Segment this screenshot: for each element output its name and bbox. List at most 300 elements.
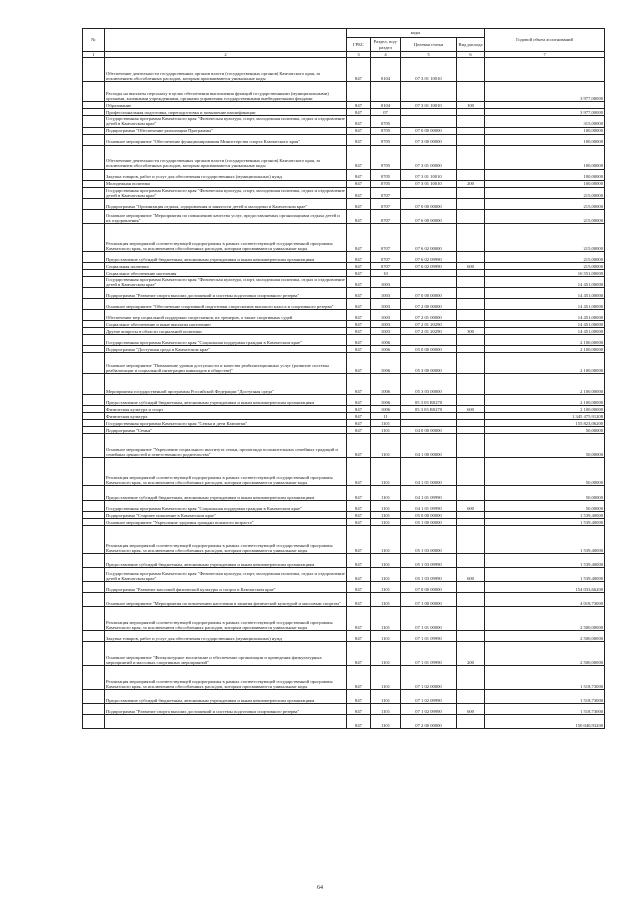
row-name-cell: Основное мероприятие "Укрепление здоровья граждан пожилого возраста": [105, 519, 347, 526]
section-code-cell: 0707: [371, 210, 401, 224]
row-number-cell: [83, 116, 105, 127]
section-code-cell: 1101: [371, 554, 401, 568]
section-code-cell: 0705: [371, 127, 401, 134]
column-number: 4: [371, 52, 401, 58]
amount-cell: 4 018,73000: [485, 593, 605, 607]
expense-type-cell: [457, 526, 485, 554]
table-row: [83, 666, 605, 690]
section-code-cell: 0705: [371, 145, 401, 169]
target-article-cell: 07 6 02 09990: [401, 252, 457, 263]
section-code-cell: 1003: [371, 310, 401, 321]
section-code-cell: 1003: [371, 299, 401, 310]
row-number-cell: [83, 270, 105, 277]
amount-cell: [485, 102, 605, 109]
amount-cell: 3 977,00000: [485, 109, 605, 116]
table-row: [83, 299, 605, 310]
row-number-cell: [83, 328, 105, 335]
target-article-cell: 07 2 01 20290: [401, 321, 457, 328]
row-name-cell: Подпрограмма "Доступная среда в Камчатском крае": [105, 346, 347, 353]
grbs-code-cell: 847: [347, 512, 371, 519]
row-name-cell: Подпрограмма "Старшее поколение в Камчатском крае": [105, 512, 347, 519]
table-row: [83, 642, 605, 666]
target-article-cell: [401, 187, 457, 198]
expense-type-cell: [457, 335, 485, 346]
target-article-cell: 07 2 00 00000: [401, 715, 457, 729]
expense-type-cell: [457, 109, 485, 116]
expense-type-cell: [457, 519, 485, 526]
section-code-cell: 1006: [371, 395, 401, 406]
expense-type-cell: [457, 458, 485, 486]
grbs-code-cell: 847: [347, 374, 371, 395]
target-article-cell: 07 0 00 00000: [401, 127, 457, 134]
expense-type-cell: [457, 288, 485, 299]
row-name-cell: Подпрограмма "Семья": [105, 427, 347, 434]
table-row: [83, 607, 605, 631]
row-name-cell: Государственная программа Камчатского края "Социальная поддержка граждан в Камчатском крае": [105, 501, 347, 512]
row-name-cell: Социальная политика: [105, 263, 347, 270]
grbs-code-cell: 847: [347, 210, 371, 224]
expense-type-cell: [457, 187, 485, 198]
grbs-code-cell: 847: [347, 631, 371, 642]
grbs-code-cell: 847: [347, 690, 371, 704]
row-number-cell: [83, 145, 105, 169]
grbs-code-cell: 847: [347, 270, 371, 277]
table-row: [83, 187, 605, 198]
amount-cell: 100,00000: [485, 180, 605, 187]
grbs-code-cell: 847: [347, 109, 371, 116]
table-row: [83, 526, 605, 554]
section-code-cell: 1006: [371, 406, 401, 413]
amount-cell: 2 100,00000: [485, 353, 605, 374]
row-name-cell: Основное мероприятие "Повышение уровня доступности и качества реабилитационных услуг (развитие системы реабилитации и социальной интеграции инвалидов в обществе)": [105, 353, 347, 374]
target-article-cell: 04 1 01 09990: [401, 486, 457, 501]
amount-cell: 50,00000: [485, 427, 605, 434]
row-number-cell: [83, 169, 105, 180]
amount-cell: 215,00000: [485, 252, 605, 263]
target-article-cell: [401, 420, 457, 427]
amount-cell: 100,00000: [485, 134, 605, 145]
row-name-cell: Государственная программа Камчатского края "Физическая культура, спорт, молодежная политика, отдых и оздоровление детей в Камчатском крае": [105, 568, 347, 582]
section-code-cell: 1003: [371, 277, 401, 288]
table-row: [83, 288, 605, 299]
row-name-cell: Образование: [105, 102, 347, 109]
target-article-cell: 07 3 01 10010: [401, 102, 457, 109]
expense-type-cell: [457, 420, 485, 427]
target-article-cell: 04 0 00 00000: [401, 427, 457, 434]
expense-type-cell: 600: [457, 406, 485, 413]
grbs-code-cell: 847: [347, 169, 371, 180]
table-row: [83, 335, 605, 346]
amount-cell: 2 100,00000: [485, 346, 605, 353]
table-row: [83, 169, 605, 180]
grbs-code-cell: 847: [347, 199, 371, 210]
table-row: [83, 690, 605, 704]
header-expense-type: Вид расхода: [457, 38, 485, 52]
row-number-cell: [83, 434, 105, 458]
row-name-cell: Физическая культура и спорт: [105, 406, 347, 413]
amount-cell: 14 451,00000: [485, 310, 605, 321]
expense-type-cell: [457, 690, 485, 704]
expense-type-cell: [457, 321, 485, 328]
table-row: [83, 127, 605, 134]
row-name-cell: Реализация мероприятий соответствующей подпрограммы в рамках соответствующей государственной программы Камчатского края, за исключением обособленных расходов, которым присваиваются уникальные коды: [105, 458, 347, 486]
row-number-cell: [83, 554, 105, 568]
section-code-cell: 1101: [371, 420, 401, 427]
grbs-code-cell: 847: [347, 180, 371, 187]
target-article-cell: 05 3 03 R0270: [401, 406, 457, 413]
section-code-cell: 0104: [371, 102, 401, 109]
expense-type-cell: [457, 169, 485, 180]
target-article-cell: 07 6 02 00000: [401, 224, 457, 252]
row-number-cell: [83, 187, 105, 198]
row-name-cell: Основное мероприятие "Укрепление социального института семьи, пропаганда положительных семейных традиций и семейных ценностей и ответственного родительства": [105, 434, 347, 458]
target-article-cell: [401, 270, 457, 277]
row-number-cell: [83, 321, 105, 328]
section-code-cell: 0705: [371, 169, 401, 180]
expense-type-cell: [457, 353, 485, 374]
amount-cell: 14 451,00000: [485, 321, 605, 328]
column-number: 7: [485, 52, 605, 58]
grbs-code-cell: 847: [347, 666, 371, 690]
target-article-cell: [401, 82, 457, 102]
expense-type-cell: 200: [457, 642, 485, 666]
amount-cell: 14 451,00000: [485, 277, 605, 288]
grbs-code-cell: 847: [347, 224, 371, 252]
target-article-cell: 05 0 00 00000: [401, 346, 457, 353]
table-row: [83, 310, 605, 321]
column-number: 3: [347, 52, 371, 58]
row-name-cell: Подпрограмма "Развитие спорта высших достижений и системы подготовки спортивного резерва": [105, 288, 347, 299]
amount-cell: 2 100,00000: [485, 406, 605, 413]
row-number-cell: [83, 210, 105, 224]
row-number-cell: [83, 82, 105, 102]
row-name-cell: Государственная программа Камчатского края "Социальная поддержка граждан в Камчатском крае": [105, 335, 347, 346]
table-row: [83, 458, 605, 486]
section-code-cell: 1101: [371, 486, 401, 501]
expense-type-cell: [457, 270, 485, 277]
table-row: [83, 145, 605, 169]
target-article-cell: 05 1 03 09990: [401, 554, 457, 568]
row-number-cell: [83, 180, 105, 187]
target-article-cell: 05 1 00 00000: [401, 519, 457, 526]
table-row: [83, 413, 605, 420]
target-article-cell: 07 1 00 00000: [401, 593, 457, 607]
section-code-cell: 1101: [371, 582, 401, 593]
row-name-cell: Государственная программа Камчатского края "Физическая культура, спорт, молодежная политика, отдых и оздоровление детей в Камчатском крае": [106, 116, 345, 127]
expense-type-cell: [457, 277, 485, 288]
row-number-cell: [83, 335, 105, 346]
row-number-cell: [83, 420, 105, 427]
table-row: [83, 593, 605, 607]
target-article-cell: 07 2 01 00000: [401, 310, 457, 321]
row-name-cell: Государственная программа Камчатского края "Физическая культура, спорт, молодежная политика, отдых и оздоровление детей в Камчатском крае": [106, 277, 345, 288]
amount-cell: 215,00000: [485, 224, 605, 252]
grbs-code-cell: 847: [347, 145, 371, 169]
section-code-cell: 1101: [371, 512, 401, 519]
section-code-cell: 0104: [371, 58, 401, 82]
grbs-code-cell: 847: [347, 252, 371, 263]
table-row: [83, 715, 605, 729]
section-code-cell: 1003: [371, 321, 401, 328]
target-article-cell: 07 1 01 09990: [401, 631, 457, 642]
amount-cell: 1 345 475,91208: [485, 413, 605, 420]
expense-type-cell: 600: [457, 263, 485, 270]
amount-cell: 14 451,00000: [485, 328, 605, 335]
amount-cell: 2 500,00000: [485, 607, 605, 631]
table-row: [83, 427, 605, 434]
section-code-cell: 07: [371, 109, 401, 116]
row-name-cell: Закупка товаров, работ и услуг для обеспечения государственных (муниципальных) нужд: [105, 169, 347, 180]
table-row: [83, 420, 605, 427]
row-name-cell: Предоставление субсидий бюджетным, автономным учреждениям и иным некоммерческим организациям: [105, 252, 347, 263]
target-article-cell: 07 2 01 20290: [401, 328, 457, 335]
table-row: [83, 263, 605, 270]
row-name-cell: Другие вопросы в области социальной политики: [105, 328, 347, 335]
expense-type-cell: [457, 427, 485, 434]
row-name-cell: Подпрограмма "Развитие спорта высших достижений и системы подготовки спортивного резерва": [105, 704, 347, 715]
amount-cell: 154 033,66200: [485, 582, 605, 593]
table-row: [83, 704, 605, 715]
row-name-cell: Подпрограмма "Организация отдыха, оздоровления и занятости детей и молодежи в Камчатском крае": [105, 199, 347, 210]
target-article-cell: 07 3 01 10010: [401, 180, 457, 187]
section-code-cell: 1101: [371, 631, 401, 642]
grbs-code-cell: 847: [347, 328, 371, 335]
column-number: 6: [457, 52, 485, 58]
section-code-cell: 1101: [371, 666, 401, 690]
amount-cell: 1 518,73000: [485, 690, 605, 704]
header-annual-volume: Годовой объем ассигнований: [485, 29, 605, 52]
target-article-cell: 07 1 02 00000: [401, 666, 457, 690]
row-number-cell: [83, 607, 105, 631]
grbs-code-cell: 847: [347, 554, 371, 568]
row-number-cell: [83, 102, 105, 109]
grbs-code-cell: 847: [347, 353, 371, 374]
amount-cell: 100,00000: [485, 127, 605, 134]
target-article-cell: [401, 413, 457, 420]
section-code-cell: 1006: [371, 335, 401, 346]
target-article-cell: 07 3 01 00000: [401, 145, 457, 169]
amount-cell: 1 539,40000: [485, 519, 605, 526]
row-number-cell: [83, 224, 105, 252]
expense-type-cell: 200: [457, 180, 485, 187]
header-number: №: [83, 29, 105, 52]
expense-type-cell: 300: [457, 328, 485, 335]
grbs-code-cell: 847: [347, 519, 371, 526]
row-name-cell: Физическая культура: [105, 413, 347, 420]
row-number-cell: [83, 252, 105, 263]
section-code-cell: 10: [371, 270, 401, 277]
table-row: [83, 582, 605, 593]
amount-cell: 315,00000: [485, 116, 605, 127]
section-code-cell: 1101: [371, 519, 401, 526]
target-article-cell: 07 6 02 09990: [401, 263, 457, 270]
target-article-cell: 07 3 01 10010: [401, 169, 457, 180]
table-row: [83, 486, 605, 501]
expense-type-cell: [457, 199, 485, 210]
target-article-cell: 05 3 00 00000: [401, 353, 457, 374]
row-name-cell: Подпрограмма "Обеспечение реализации Программы": [105, 127, 347, 134]
amount-cell: 215,00000: [485, 210, 605, 224]
table-row: [83, 252, 605, 263]
table-row: [83, 224, 605, 252]
amount-cell: 50,00000: [485, 501, 605, 512]
section-code-cell: 1101: [371, 526, 401, 554]
table-row: [83, 554, 605, 568]
table-row: [83, 116, 605, 127]
grbs-code-cell: 847: [347, 427, 371, 434]
row-number-cell: [83, 127, 105, 134]
section-code-cell: 0707: [371, 187, 401, 198]
table-row: [83, 568, 605, 582]
row-name-cell: Государственная программа Камчатского края "Физическая культура, спорт, молодежная политика, отдых и оздоровление детей в Камчатском крае": [106, 187, 345, 198]
section-code-cell: 0707: [371, 224, 401, 252]
target-article-cell: 05 3 03 R0270: [401, 395, 457, 406]
row-number-cell: [83, 593, 105, 607]
target-article-cell: 05 0 00 00000: [401, 512, 457, 519]
row-name-cell: Предоставление субсидий бюджетным, автономным учреждениям и иным некоммерческим организациям: [105, 554, 347, 568]
amount-cell: 215,00000: [485, 187, 605, 198]
amount-cell: 100,00000: [485, 169, 605, 180]
grbs-code-cell: 847: [347, 486, 371, 501]
grbs-code-cell: [347, 82, 371, 102]
section-code-cell: 1003: [371, 328, 401, 335]
table-body: [83, 58, 605, 729]
row-name-cell: Реализация мероприятий соответствующей подпрограммы в рамках соответствующей государственной программы Камчатского края, за исключением обособленных расходов, которым присваиваются уникальные коды: [105, 526, 347, 554]
table-row: [83, 58, 605, 82]
amount-cell: 1 518,73000: [485, 704, 605, 715]
expense-type-cell: [457, 486, 485, 501]
amount-cell: [485, 58, 605, 82]
amount-cell: 1 539,40000: [485, 554, 605, 568]
column-number: 1: [83, 52, 105, 58]
row-name-cell: Основное мероприятие "Обеспечение функционирования Министерства спорта Камчатского края": [105, 134, 347, 145]
section-code-cell: 1101: [371, 642, 401, 666]
budget-allocation-table: [82, 28, 605, 729]
header-codes-group: коды: [347, 29, 485, 38]
section-code-cell: 1006: [371, 346, 401, 353]
amount-cell: 2 100,00000: [485, 374, 605, 395]
amount-cell: 2 500,00000: [485, 642, 605, 666]
row-name-cell: Предоставление субсидий бюджетным, автономным учреждениям и иным некоммерческим организациям: [105, 395, 347, 406]
grbs-code-cell: 847: [347, 526, 371, 554]
row-number-cell: [83, 353, 105, 374]
row-number-cell: [83, 582, 105, 593]
grbs-code-cell: 847: [347, 346, 371, 353]
table-row: [83, 82, 605, 102]
row-number-cell: [83, 374, 105, 395]
row-name-cell: Основное мероприятие "Физкультурное воспитание и обеспечение организации и проведения физкультурных мероприятий и массовых спортивных мероприятий": [105, 642, 347, 666]
row-number-cell: [83, 346, 105, 353]
target-article-cell: [401, 109, 457, 116]
expense-type-cell: [457, 582, 485, 593]
row-number-cell: [83, 512, 105, 519]
section-code-cell: 1006: [371, 353, 401, 374]
section-code-cell: 1101: [371, 715, 401, 729]
grbs-code-cell: 847: [347, 288, 371, 299]
expense-type-cell: [457, 127, 485, 134]
expense-type-cell: [457, 252, 485, 263]
table-row: [83, 180, 605, 187]
row-number-cell: [83, 631, 105, 642]
section-code-cell: 1101: [371, 427, 401, 434]
row-number-cell: [83, 690, 105, 704]
amount-cell: 100,00000: [485, 145, 605, 169]
row-number-cell: [83, 134, 105, 145]
amount-cell: 155 823,06200: [485, 420, 605, 427]
amount-cell: 1 518,73000: [485, 666, 605, 690]
amount-cell: 150 040,93200: [485, 715, 605, 729]
expense-type-cell: [457, 58, 485, 82]
table-row: [83, 434, 605, 458]
section-code-cell: 1101: [371, 434, 401, 458]
table-row: [83, 277, 605, 288]
grbs-code-cell: 847: [347, 335, 371, 346]
row-name-cell: Профессиональная подготовка, переподготовка и повышение квалификации: [105, 109, 347, 116]
amount-cell: 2 100,00000: [485, 335, 605, 346]
target-article-cell: 07 1 01 09990: [401, 642, 457, 666]
grbs-code-cell: 847: [347, 187, 371, 198]
target-article-cell: 04 1 01 09990: [401, 501, 457, 512]
table-row: [83, 210, 605, 224]
section-code-cell: [371, 82, 401, 102]
row-number-cell: [83, 288, 105, 299]
row-name-cell: Социальное обеспечение населения: [105, 270, 347, 277]
section-code-cell: 1101: [371, 458, 401, 486]
target-article-cell: 05 3 03 00000: [401, 374, 457, 395]
row-name-cell: Мероприятия государственной программы Российской Федерации "Доступная среда": [105, 374, 347, 395]
expense-type-cell: [457, 134, 485, 145]
section-code-cell: 0707: [371, 252, 401, 263]
expense-type-cell: [457, 374, 485, 395]
expense-type-cell: [457, 116, 485, 127]
table-row: [83, 102, 605, 109]
expense-type-cell: [457, 82, 485, 102]
row-name-cell: Подпрограмма "Развитие массовой физической культуры и спорта в Камчатском крае": [105, 582, 347, 593]
row-name-cell: Расходы на выплаты персоналу в целях обеспечения выполнения функций государственными (муниципальными) органами, казенными учреждениями, органами управления государственными внебюджетными фондами: [105, 82, 347, 102]
table-row: [83, 134, 605, 145]
row-number-cell: [83, 526, 105, 554]
expense-type-cell: [457, 554, 485, 568]
row-number-cell: [83, 427, 105, 434]
grbs-code-cell: 847: [347, 134, 371, 145]
table-row: [83, 631, 605, 642]
header-grbs: ГРБС: [347, 38, 371, 52]
grbs-code-cell: 847: [347, 127, 371, 134]
expense-type-cell: [457, 593, 485, 607]
section-code-cell: 1101: [371, 607, 401, 631]
row-name-cell: Основное мероприятие "Мероприятия по вовлечению населения в занятия физической культурой и массовым спортом": [105, 593, 347, 607]
table-row: [83, 199, 605, 210]
section-code-cell: 0705: [371, 180, 401, 187]
row-number-cell: [83, 58, 105, 82]
row-name-cell: Обеспечение мер социальной поддержки спортсменов, их тренеров, а также спортивных судей: [105, 310, 347, 321]
expense-type-cell: [457, 346, 485, 353]
grbs-code-cell: 847: [347, 413, 371, 420]
expense-type-cell: [457, 715, 485, 729]
row-name-cell: Реализация мероприятий соответствующей подпрограммы в рамках соответствующей государственной программы Камчатского края, за исключением обособленных расходов, которым присваиваются уникальные коды: [105, 666, 347, 690]
row-name-cell: [105, 715, 347, 729]
target-article-cell: 07 1 01 00000: [401, 607, 457, 631]
target-article-cell: 07 0 00 00000: [401, 582, 457, 593]
grbs-code-cell: 847: [347, 568, 371, 582]
grbs-code-cell: 847: [347, 58, 371, 82]
target-article-cell: 07 3 01 10010: [401, 58, 457, 82]
grbs-code-cell: 847: [347, 501, 371, 512]
row-number-cell: [83, 458, 105, 486]
section-code-cell: 1101: [371, 593, 401, 607]
table-row: [83, 519, 605, 526]
row-name-cell: Государственная программа Камчатского края "Семья и дети Камчатки": [105, 420, 347, 427]
